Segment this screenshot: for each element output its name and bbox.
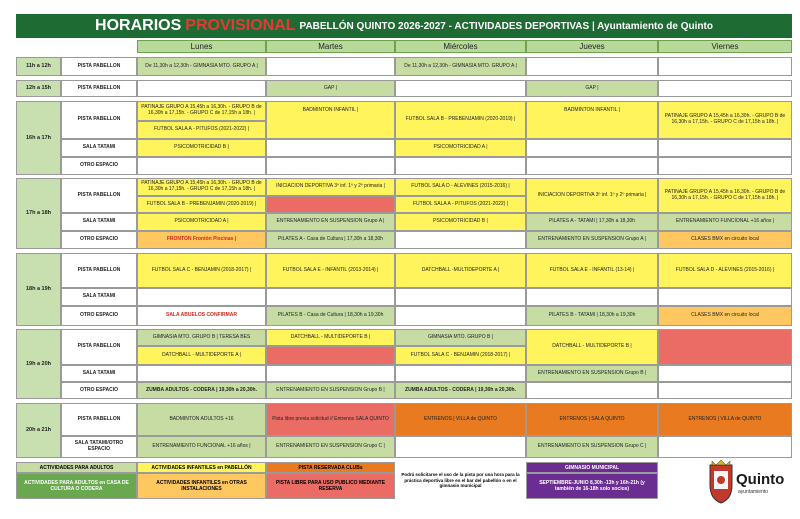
empty-cell xyxy=(137,80,266,97)
activity-cell: DATCHBALL - MULTIDEPORTE B | xyxy=(526,329,658,365)
legend-note: Podrá solicitarse el uso de la pista por una hora para la práctica deportiva libre en el bar del pabellón o en el gimnasio municipal xyxy=(395,462,526,499)
activity-cell: PATINAJE GRUPO A 15,45h a 16,30h. - GRUPO B de 16,30h a 17,15h. - GRUPO C de 17,15h a 18h. | xyxy=(137,101,266,121)
quinto-logo xyxy=(706,459,796,509)
empty-cell xyxy=(395,288,526,306)
empty-cell xyxy=(266,139,395,157)
empty-cell xyxy=(395,231,526,249)
space-tatami: SALA TATAMI xyxy=(61,288,137,306)
activity-cell: ENTRENAMIENTO EN SUSPENSION Grupo B | xyxy=(266,382,395,399)
empty-cell xyxy=(658,365,792,382)
legend-gym-title: GIMNASIO MUNICIPAL xyxy=(526,462,658,473)
empty-cell xyxy=(658,436,792,458)
activity-cell: PILATES B - Casa de Cultura | 18,30h a 19,30h xyxy=(266,306,395,326)
activity-cell: ZUMBA ADULTOS - CODERA | 19,30h a 20,30h. xyxy=(137,382,266,399)
empty-cell xyxy=(658,288,792,306)
time-20h: 20h a 21h xyxy=(16,403,61,458)
activity-cell: FUTBOL SALA D - ALEVINES (2015-2016) | xyxy=(658,253,792,288)
space-otro: OTRO ESPACIO xyxy=(61,231,137,249)
space-pista: PISTA PABELLON xyxy=(61,403,137,436)
empty-cell xyxy=(658,80,792,97)
legend-clubs: PISTA RESERVADA CLUBs xyxy=(266,462,395,473)
activity-cell: PILATES A - TATAMI | 17,30h a 18,30h xyxy=(526,213,658,231)
space-otro: OTRO ESPACIO xyxy=(61,382,137,399)
activity-cell: ZUMBA ADULTOS - CODERA | 19,30h a 20,30h. xyxy=(395,382,526,399)
activity-cell: PATINAJE GRUPO A 15,45h a 16,30h. - GRUPO B de 16,30h a 17,15h. - GRUPO C de 17,15h a 18h. | xyxy=(137,178,266,196)
space-tatami-otro: SALA TATAMI/OTRO ESPACIO xyxy=(61,436,137,458)
empty-cell xyxy=(266,157,395,175)
activity-cell: FUTBOL SALA A - PITUFOS (2021-2022) | xyxy=(137,121,266,139)
empty-cell xyxy=(526,139,658,157)
day-header-viernes: Viernes xyxy=(658,40,792,53)
space-tatami: SALA TATAMI xyxy=(61,139,137,157)
space-otro: OTRO ESPACIO xyxy=(61,306,137,326)
activity-cell: DATCHBALL -MULTIDEPORTE A | xyxy=(395,253,526,288)
activity-cell: ENTRENAMIENTO EN SUSPENSION Grupo A | xyxy=(266,213,395,231)
activity-cell: INICIACION DEPORTIVA 3º inf. 1º y 2º primaria | xyxy=(526,178,658,213)
legend-adultos: ACTIVIDADES PARA ADULTOS xyxy=(16,462,137,473)
empty-cell xyxy=(137,288,266,306)
space-pista: PISTA PABELLON xyxy=(61,178,137,213)
logo-text: Quinto xyxy=(736,471,785,488)
activity-cell: FRONTON Frontón Piscinas | xyxy=(137,231,266,249)
activity-cell: FUTBOL SALA E - INFANTIL (13-14) | xyxy=(526,253,658,288)
activity-cell: SALA ABUELOS CONFIRMAR xyxy=(137,306,266,326)
space-otro: OTRO ESPACIO xyxy=(61,157,137,175)
empty-cell xyxy=(658,382,792,399)
activity-cell: GAP | xyxy=(526,80,658,97)
empty-cell xyxy=(395,157,526,175)
empty-cell xyxy=(526,157,658,175)
day-header-jueves: Jueves xyxy=(526,40,658,53)
activity-cell: PILATES B - TATAMI | 18,30h a 19,30h xyxy=(526,306,658,326)
space-pista: PISTA PABELLON xyxy=(61,80,137,97)
activity-cell: FUTBOL SALA B - PREBENJAMIN (2020-2019) | xyxy=(137,196,266,213)
activity-cell: ENTRENAMIENTO EN SUSPENSION Grupo B | xyxy=(526,365,658,382)
empty-cell xyxy=(395,365,526,382)
activity-cell: PSICOMOTRICIDAD A | xyxy=(395,139,526,157)
activity-cell: GIMNASIA MTO. GRUPO B | xyxy=(395,329,526,346)
empty-cell xyxy=(658,157,792,175)
activity-cell: ENTRENAMIENTO EN SUSPENSION Grupo C | xyxy=(266,436,395,458)
activity-cell: ENTRENOS | VILLA de QUINTO xyxy=(658,403,792,436)
logo-subtext: ayuntamiento xyxy=(738,489,769,495)
activity-cell: ENTRENAMIENTO FUNCIONAL +16 años | xyxy=(137,436,266,458)
activity-cell: De 11,30h a 12,30h - GIMNASIA MTO. GRUPO A | xyxy=(395,57,526,76)
activity-cell: GIMNASIA MTO. GRUPO B | TERESA BES xyxy=(137,329,266,346)
activity-cell: ENTRENAMIENTO EN SUSPENSION Grupo A | xyxy=(526,231,658,249)
empty-cell xyxy=(137,365,266,382)
empty-cell xyxy=(395,80,526,97)
activity-cell: FUTBOL SALA E - INFANTIL (2013-2014) | xyxy=(266,253,395,288)
title-main: HORARIOS xyxy=(95,17,182,34)
empty-cell xyxy=(658,57,792,76)
activity-cell: PATINAJE GRUPO A 15,45h a 16,30h. - GRUPO B de 16,30h a 17,15h. - GRUPO C de 17,15h a 18h. | xyxy=(658,178,792,213)
activity-cell: CLASES BMX en circuito local xyxy=(658,306,792,326)
activity-cell: PSICOMOTRICIDAD A | xyxy=(137,213,266,231)
time-16h: 16h a 17h xyxy=(16,101,61,175)
title-bar xyxy=(16,14,792,38)
space-tatami: SALA TATAMI xyxy=(61,213,137,231)
activity-cell: De 11,30h a 12,30h - GIMNASIA MTO. GRUPO A | xyxy=(137,57,266,76)
activity-cell: FUTBOL SALA D - ALEVINES (2015-2016) | xyxy=(395,178,526,196)
empty-cell xyxy=(395,306,526,326)
day-header-lunes: Lunes xyxy=(137,40,266,53)
time-19h: 19h a 20h xyxy=(16,329,61,399)
empty-cell xyxy=(266,57,395,76)
legend-infantiles-otras: ACTIVIDADES INFANTILES en OTRAS INSTALACIONES xyxy=(137,473,266,499)
activity-cell: FUTBOL SALA C - BENJAMIN (2018-2017) | xyxy=(137,253,266,288)
legend-pista-libre: PISTA LIBRE PARA USO PUBLICO MEDIANTE RESERVA xyxy=(266,473,395,499)
time-11h: 11h a 12h xyxy=(16,57,61,76)
activity-cell: DATCHBALL - MULTIDEPORTE A | xyxy=(137,346,266,365)
activity-cell: PATINAJE GRUPO A 15,45h a 16,30h. - GRUPO B de 16,30h a 17,15h. - GRUPO C de 17,15h a 18h. | xyxy=(658,101,792,139)
empty-cell xyxy=(526,57,658,76)
empty-cell xyxy=(526,288,658,306)
activity-cell: PILATES A - Casa de Cultura | 17,30h a 18,30h xyxy=(266,231,395,249)
empty-cell xyxy=(395,436,526,458)
empty-cell xyxy=(266,288,395,306)
activity-cell: Pista libre previa solicitud // Entrenos SALA QUINTO xyxy=(266,403,395,436)
activity-cell: BADMINTON ADULTOS +16 xyxy=(137,403,266,436)
title-provisional: PROVISIONAL xyxy=(185,17,296,34)
time-17h: 17h a 18h xyxy=(16,178,61,249)
activity-cell: PSICOMOTRICIDAD B | xyxy=(137,139,266,157)
time-12h: 12h a 15h xyxy=(16,80,61,97)
empty-cell xyxy=(266,365,395,382)
activity-cell: DATCHBALL - MULTIDEPORTE B | xyxy=(266,329,395,346)
activity-cell: CLASES BMX en circuito local xyxy=(658,231,792,249)
day-header-miercoles: Miércoles xyxy=(395,40,526,53)
reserved-cell xyxy=(266,346,395,365)
empty-cell xyxy=(526,382,658,399)
activity-cell: PSICOMOTRICIDAD B | xyxy=(395,213,526,231)
activity-cell: ENTRENAMIENTO EN SUSPENSION Grupo C | xyxy=(526,436,658,458)
activity-cell: BADMINTON INFANTIL | xyxy=(526,101,658,139)
title-subtitle: PABELLÓN QUINTO 2026-2027 - ACTIVIDADES DEPORTIVAS | Ayuntamiento de Quinto xyxy=(299,20,713,32)
activity-cell: ENTRENOS | VILLA de QUINTO xyxy=(395,403,526,436)
activity-cell: BADMINTON INFANTIL | xyxy=(266,101,395,139)
legend-gym-hours: SEPTIEMBRE-JUNIO 8,30h -13h y 16h-21h (y también de 16-18h solo socios) xyxy=(526,473,658,499)
reserved-cell xyxy=(658,329,792,365)
space-pista: PISTA PABELLON xyxy=(61,253,137,288)
legend-infantiles-pabellon: ACTIVIDADES INFANTILES en PABELLÓN xyxy=(137,462,266,473)
activity-cell: FUTBOL SALA A - PITUFOS (2021-2022) | xyxy=(395,196,526,213)
activity-cell: GAP | xyxy=(266,80,395,97)
activity-cell: INICIACION DEPORTIVA 3º inf. 1º y 2º primaria | xyxy=(266,178,395,196)
space-tatami: SALA TATAMI xyxy=(61,365,137,382)
day-header-martes: Martes xyxy=(266,40,395,53)
activity-cell: ENTRENOS | SALA QUINTO xyxy=(526,403,658,436)
time-18h: 18h a 19h xyxy=(16,253,61,326)
empty-cell xyxy=(658,139,792,157)
space-pista: PISTA PABELLON xyxy=(61,329,137,365)
activity-cell: FUTBOL SALA C - BENJAMIN (2018-2017) | xyxy=(395,346,526,365)
space-pista: PISTA PABELLON xyxy=(61,101,137,139)
reserved-cell xyxy=(266,196,395,213)
activity-cell: ENTRENAMIENTO FUNCIONAL +16 años | xyxy=(658,213,792,231)
empty-cell xyxy=(137,157,266,175)
legend-adultos-casa: ACTIVIDADES PARA ADULTOS en CASA DE CULTURA O CODERA xyxy=(16,473,137,499)
activity-cell: FUTBOL SALA B - PREBENJAMIN (2020-2019) | xyxy=(395,101,526,139)
space-pista: PISTA PABELLON xyxy=(61,57,137,76)
